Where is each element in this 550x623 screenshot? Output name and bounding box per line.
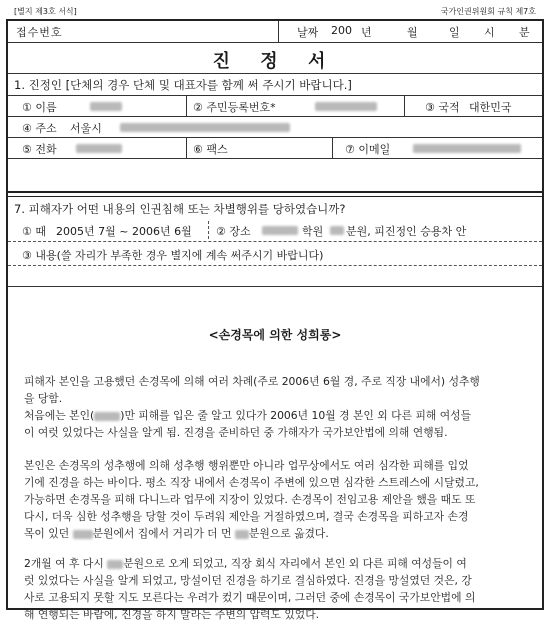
content-area xyxy=(8,286,542,621)
p3-line-2: 럿 있었다는 사실을 알게 되었고, 망설이던 진경을 하기로 결심하였다. 진경을 망설였던 것은, 강 xyxy=(24,574,472,587)
p2-line-1: 본인은 손경목의 성추행에 의해 성추행 행위뿐만 아니라 업무상에서도 여러 심각한 피해를 입었 xyxy=(24,459,469,472)
p1-line-4: 이 여럿 있었다는 사실을 알게 됨. 진경을 준비하던 중 가해자가 국가보안법에 의해 연행됨. xyxy=(24,426,448,439)
place-label: ② 장소 xyxy=(216,225,251,238)
section7-heading-text: 7. 피해자가 어떤 내용의 인권침해 또는 차별행위를 당하였습니까? xyxy=(14,202,346,216)
content-label: ③ 내용(쓸 자리가 부족한 경우 별지에 계속 써주시기 바랍니다) xyxy=(22,249,324,262)
receipt-row xyxy=(8,21,542,43)
section7-heading xyxy=(8,197,542,219)
redacted-self-name xyxy=(94,412,120,421)
when-label: ① 때 xyxy=(22,225,46,238)
p2-line-5-b: 분원에서 집에서 거리가 더 먼 xyxy=(92,527,232,540)
redacted-rrn xyxy=(315,102,377,111)
nation-cell xyxy=(404,95,542,116)
p3-line-1-a: 2개월 여 후 다시 xyxy=(24,557,104,570)
email-label: ⑦ 이메일 xyxy=(345,143,391,156)
redacted-branch-1 xyxy=(73,530,93,539)
p1-line-3-a: 처음에는 본인( xyxy=(24,409,95,422)
nation-value: 대한민국 xyxy=(469,101,512,114)
email-cell xyxy=(332,137,542,158)
redacted-phone xyxy=(76,144,122,153)
address-value: 서울시 xyxy=(70,122,102,135)
name-label: ① 이름 xyxy=(22,101,57,114)
month-unit: 월 xyxy=(407,26,418,39)
p3-line-3: 사로 고용되지 못할 지도 모른다는 우려가 컸기 때문이며, 그러던 중에 손경목이 국가보안법에 의 xyxy=(24,591,476,604)
p3-line-1 xyxy=(24,555,530,572)
phone-cell xyxy=(8,137,186,158)
form-header xyxy=(14,4,536,18)
year-prefix: 200 xyxy=(331,24,352,37)
row-name-rrn-nation xyxy=(8,95,542,117)
day-unit: 일 xyxy=(449,26,460,39)
nation-label: ③ 국적 xyxy=(425,101,460,114)
row-contacts xyxy=(8,137,542,159)
title-row xyxy=(8,42,542,74)
p2-line-5-a: 목이 있던 xyxy=(24,527,70,540)
row-when-place xyxy=(8,219,542,242)
redacted-place-1 xyxy=(262,226,298,235)
form-number: [별지 제3호 서식] xyxy=(14,7,77,16)
receipt-number-label: 접수번호 xyxy=(16,26,63,39)
date-label: 날짜 xyxy=(297,26,319,39)
place-value-a: 학원 xyxy=(302,225,324,238)
phone-label: ⑤ 전화 xyxy=(22,143,57,156)
p1-line-3-b: )만 피해를 입은 줄 알고 있다가 2006년 10월 경 본인 외 다른 피해 여성들 xyxy=(120,409,472,422)
document-title: 진 정 서 xyxy=(212,51,338,72)
name-cell xyxy=(8,95,158,116)
p2-line-3: 가능하면 손경목을 피해 다니느라 업무에 지장이 있었다. 손경목이 전임고용 제안을 했을 때도 또 xyxy=(24,493,476,506)
p1-line-2: 을 당함. xyxy=(24,392,63,405)
row-address xyxy=(8,116,542,138)
rrn-label: ② 주민등록번호* xyxy=(193,101,276,114)
cut-off-row xyxy=(8,181,542,191)
redacted-place-2 xyxy=(330,226,344,235)
p2-line-5-c: 분원으로 옮겼다. xyxy=(248,527,329,540)
p3-line-1-b: 분원으로 오게 되었고, 직장 회식 자리에서 본인 외 다른 피해 여성들이 여 xyxy=(123,557,467,570)
fax-cell xyxy=(186,137,333,158)
paragraph-1 xyxy=(24,373,530,441)
redacted-name xyxy=(90,102,122,111)
p3-line-4: 해 연행되는 바람에, 진경을 하지 말라는 주변의 압력도 있었다. xyxy=(24,608,320,621)
paragraph-3 xyxy=(24,555,530,623)
p2-line-4: 다시, 더욱 심한 성추행을 당할 것이 두려워 제안을 거절하였으며, 결국 손경목을 피하고자 손경 xyxy=(24,510,469,523)
section1-heading-text: 1. 진정인 [단체의 경우 단체 및 대표자를 함께 써 주시기 바랍니다.] xyxy=(14,78,352,92)
rrn-cell xyxy=(186,95,405,116)
p2-line-5 xyxy=(24,525,530,542)
p2-line-2: 기에 진경을 하는 바이다. 평소 직장 내에서 손경목이 주변에 있으면 심각한 스트레스에 시달렸고, xyxy=(24,476,479,489)
when-value: 2005년 7월 ~ 2006년 6월 xyxy=(56,225,192,238)
paragraph-2 xyxy=(24,457,530,542)
cut-divider xyxy=(8,191,542,193)
year-unit: 년 xyxy=(361,26,372,39)
receipt-date xyxy=(278,21,542,42)
section1-heading xyxy=(8,73,542,96)
rule-reference: 국가인권위원회 규칙 제7호 xyxy=(440,7,536,16)
petition-form xyxy=(6,19,544,621)
redacted-email xyxy=(413,144,521,153)
p1-line-3 xyxy=(24,407,530,424)
redacted-branch-2 xyxy=(235,530,249,539)
row-content-label xyxy=(8,241,542,266)
content-subject: <손경목에 의한 성희롱> xyxy=(208,328,342,342)
fax-label: ⑥ 팩스 xyxy=(193,143,228,156)
p1-line-1: 피해자 본인을 고용했던 손경목에 의해 여러 차례(주로 2006년 6월 경, 주로 직장 내에서) 성추행 xyxy=(24,375,480,388)
place-value-b: 분원, 피진정인 승용차 안 xyxy=(346,225,467,238)
address-label: ④ 주소 xyxy=(22,122,57,135)
minute-unit: 분 xyxy=(519,26,530,39)
redacted-address xyxy=(120,123,290,132)
redacted-branch-3 xyxy=(107,560,123,569)
hour-unit: 시 xyxy=(484,26,495,39)
